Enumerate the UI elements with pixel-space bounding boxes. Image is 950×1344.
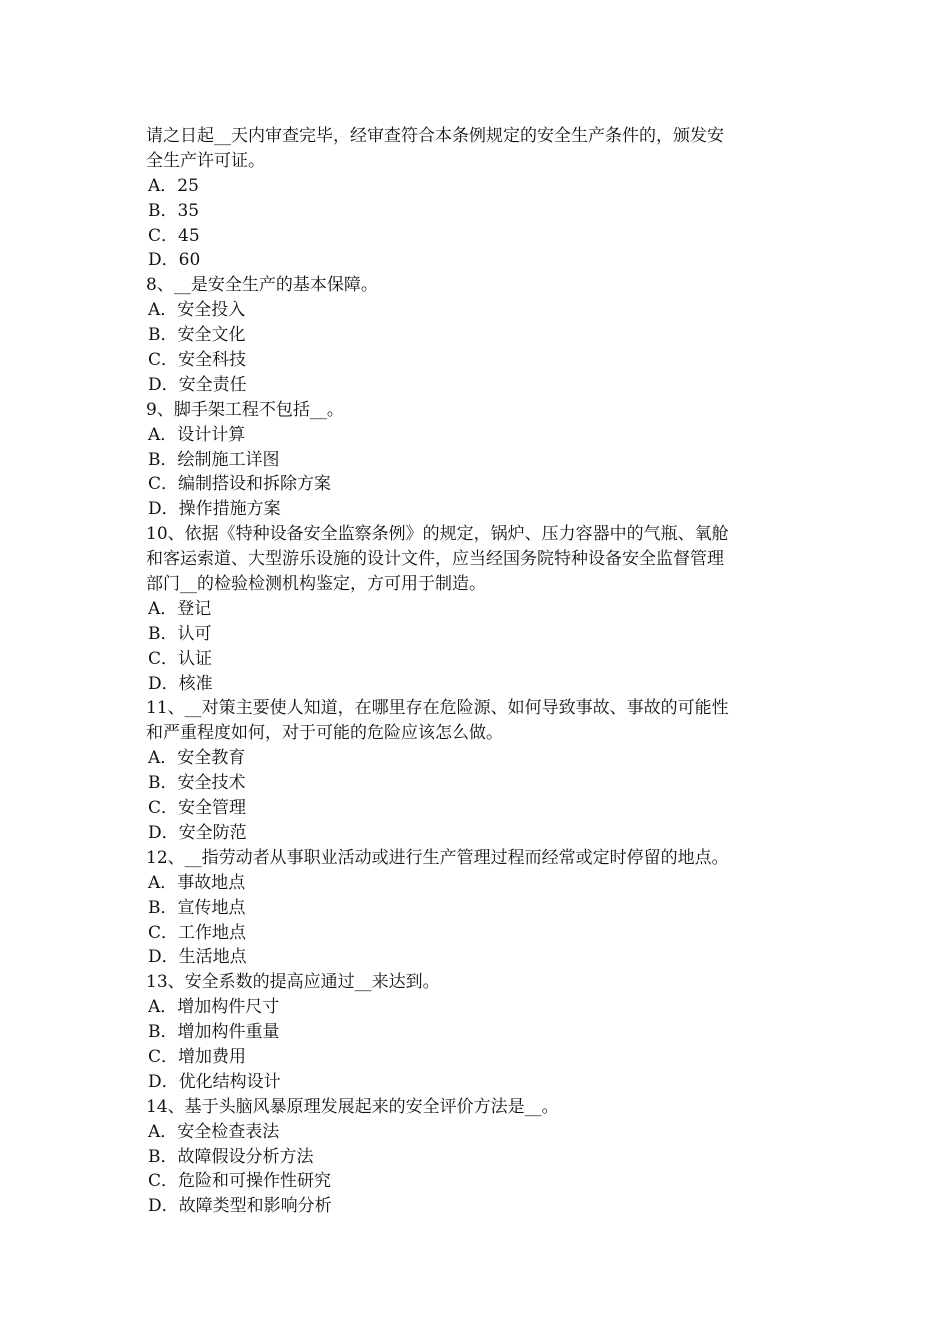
question-line: 请之日起__天内审查完毕，经审查符合本条例规定的安全生产条件的，颁发安 [146, 126, 724, 146]
question-line: 全生产许可证。 [146, 150, 265, 171]
question-line: 部门__的检验检测机构鉴定，方可用于制造。 [146, 574, 486, 595]
option-line: C．45 [148, 225, 200, 246]
question-line: 和客运索道、大型游乐设施的设计文件，应当经国务院特种设备安全监督管理 [146, 549, 724, 570]
option-line: D．生活地点 [148, 947, 247, 968]
option-line: B．认可 [148, 623, 212, 644]
option-line: A．设计计算 [148, 424, 246, 445]
option-line: A．安全教育 [148, 748, 246, 769]
option-line: B．增加构件重量 [148, 1022, 280, 1043]
option-line: C．安全科技 [148, 350, 247, 371]
option-line: B．宣传地点 [148, 897, 246, 918]
option-line: D．操作措施方案 [148, 499, 281, 520]
option-line: A．登记 [148, 598, 212, 619]
option-line: D．60 [148, 250, 201, 271]
question-line: 和严重程度如何，对于可能的危险应该怎么做。 [146, 723, 503, 744]
option-line: C．危险和可操作性研究 [148, 1171, 332, 1192]
document-body [146, 124, 810, 1219]
option-line: D．安全责任 [148, 374, 247, 395]
question-line: 10、依据《特种设备安全监察条例》的规定，锅炉、压力容器中的气瓶、氧舱 [146, 524, 729, 545]
option-line: A．事故地点 [148, 872, 246, 893]
option-line: D．故障类型和影响分析 [148, 1196, 332, 1217]
option-line: A．25 [148, 175, 199, 196]
option-line: A．安全检查表法 [148, 1121, 280, 1142]
option-line: B．绘制施工详图 [148, 449, 280, 470]
question-line: 13、安全系数的提高应通过__来达到。 [146, 972, 440, 993]
option-line: C．工作地点 [148, 922, 247, 943]
option-line: C．认证 [148, 648, 213, 669]
question-line: 9、脚手架工程不包括__。 [146, 399, 344, 420]
question-line: 14、基于头脑风暴原理发展起来的安全评价方法是__。 [146, 1096, 559, 1117]
question-line: 11、__对策主要使人知道，在哪里存在危险源、如何导致事故、事故的可能性 [146, 698, 729, 719]
option-line: C．编制搭设和拆除方案 [148, 474, 332, 495]
question-line: 12、__指劳动者从事职业活动或进行生产管理过程而经常或定时停留的地点。 [146, 847, 729, 868]
option-line: B．安全技术 [148, 773, 246, 794]
option-line: D．优化结构设计 [148, 1071, 281, 1092]
option-line: A．增加构件尺寸 [148, 997, 280, 1018]
option-line: D．安全防范 [148, 822, 247, 843]
option-line: B．故障假设分析方法 [148, 1146, 314, 1167]
option-line: D．核准 [148, 673, 213, 694]
option-line: A．安全投入 [148, 300, 246, 321]
question-line: 8、__是安全生产的基本保障。 [146, 275, 378, 296]
option-line: B．35 [148, 200, 200, 221]
option-line: C．安全管理 [148, 798, 247, 819]
option-line: C．增加费用 [148, 1046, 247, 1067]
option-line: B．安全文化 [148, 325, 246, 346]
